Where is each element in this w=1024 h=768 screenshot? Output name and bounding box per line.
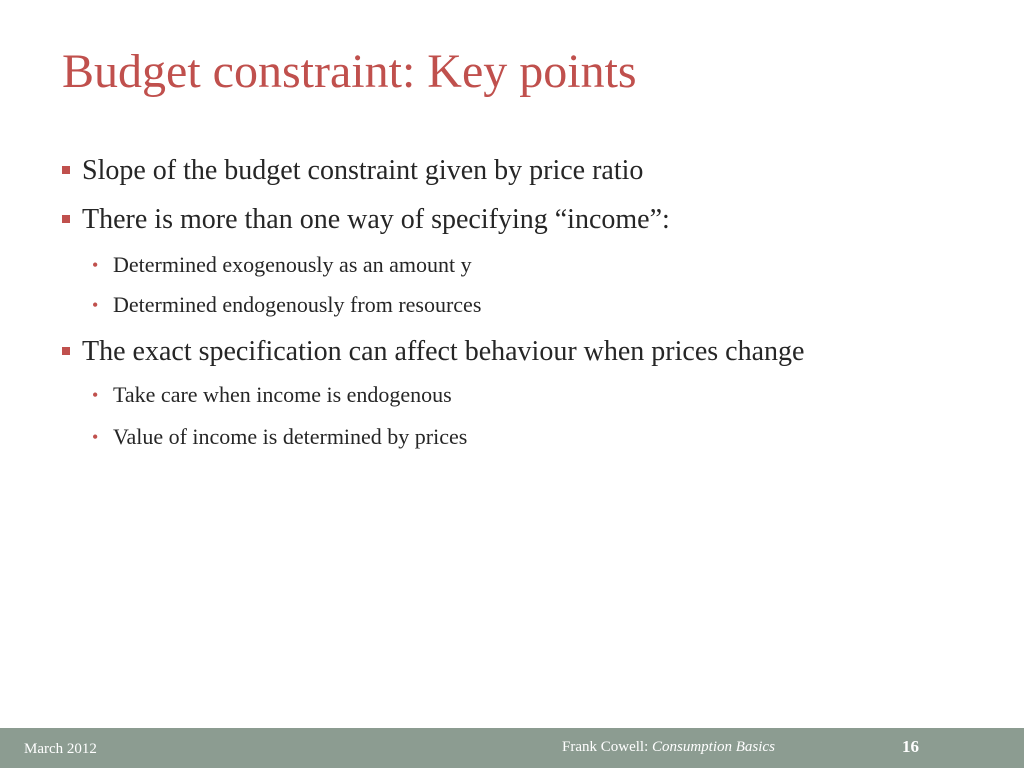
footer-credit: [562, 739, 775, 756]
dot-bullet-icon: •: [92, 295, 99, 315]
square-bullet-icon: [62, 215, 70, 223]
sub-bullet-text: Determined endogenously from resources: [113, 292, 482, 317]
footer-author: Frank Cowell:: [562, 739, 652, 755]
footer-date: March 2012: [24, 741, 97, 757]
bullet-text: Slope of the budget constraint given by price ratio: [82, 155, 644, 186]
square-bullet-icon: [62, 347, 70, 355]
dot-bullet-icon: •: [92, 255, 99, 275]
sub-bullet-text: Value of income is determined by prices: [113, 424, 468, 449]
dot-bullet-icon: •: [92, 427, 99, 447]
square-bullet-icon: [62, 166, 70, 174]
footer-work-title: Consumption Basics: [652, 739, 775, 755]
bullet-text: There is more than one way of specifying “income”:: [82, 204, 670, 235]
slide-title: Budget constraint: Key points: [62, 45, 637, 98]
page-number: 16: [902, 737, 919, 756]
sub-bullet-text: Take care when income is endogenous: [113, 382, 452, 407]
bullet-text: The exact specification can affect behaviour when prices change: [82, 336, 805, 367]
dot-bullet-icon: •: [92, 385, 99, 405]
sub-bullet-text: Determined exogenously as an amount y: [113, 252, 472, 277]
slide-footer: [0, 728, 1024, 768]
